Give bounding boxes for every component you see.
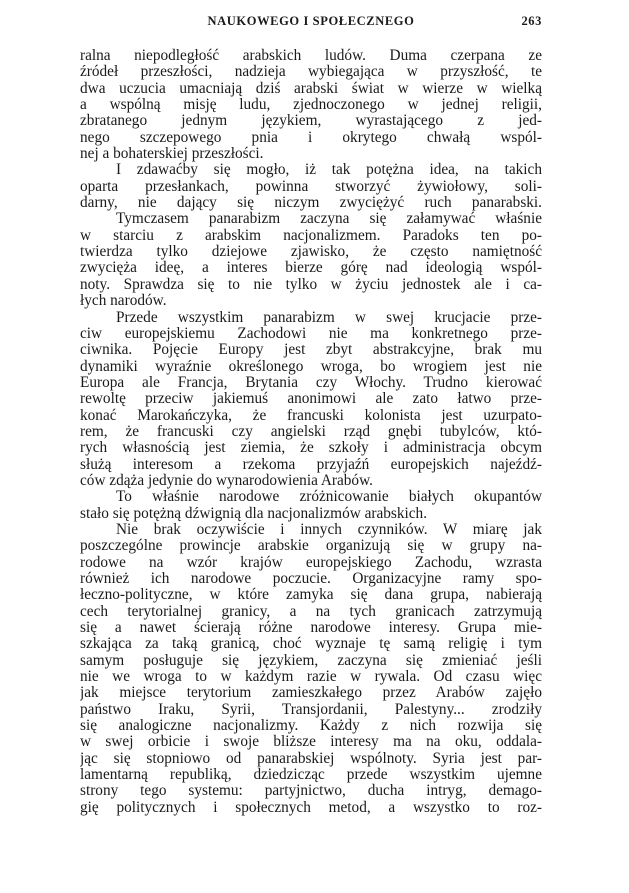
body-text <box>80 48 542 816</box>
text-line: się analogiczne nacjonalizmy. Każdy z nich rozwija się <box>80 718 542 735</box>
text-line: rych własnością jest ziemia, że szkoły i administracja obcym <box>80 440 542 457</box>
text-line: darny, nie dający się niczym zwyciężyć ruch panarabski. <box>80 195 542 212</box>
text-line: nego szczepowego pnia i okrytego chwałą wspól- <box>80 129 542 146</box>
text-line: Przede wszystkim panarabizm w swej krucjacie prze- <box>116 309 542 326</box>
text-line: ców zdąża jedynie do wynarodowienia Arabów. <box>80 472 373 489</box>
running-head-title: NAUKOWEGO I SPOŁECZNEGO <box>207 14 415 28</box>
text-line: łeczno-polityczne, w które zamyka się dana grupa, nabierają <box>80 587 542 604</box>
text-line: lamentarną republiką, dziedzicząc przede wszystkim ujemne <box>80 767 542 784</box>
text-line: rewoltę przeciw jakiemuś anonimowi ale zato łatwo prze- <box>80 391 542 408</box>
text-line: ciwnika. Pojęcie Europy jest zbyt abstrakcyjne, brak mu <box>80 342 542 359</box>
text-line: twierdza tylko dziejowe zjawisko, że często namiętność <box>80 244 542 261</box>
running-head <box>80 14 542 34</box>
text-line: gię politycznych i społecznych metod, a wszystko to roz- <box>80 799 542 816</box>
text-line: konać Marokańczyka, że francuski kolonista jest uzurpato- <box>80 407 542 424</box>
text-line: szkająca za taką granicą, choć wyznaje tę samą religię i tym <box>80 636 542 653</box>
text-line: cech terytorialnej granicy, a na tych granicach zatrzymują <box>80 603 542 620</box>
text-line: w swej orbicie i swoje bliższe interesy ma na oku, oddala- <box>80 734 542 751</box>
text-line: zwycięża ideę, a interes bierze górę nad ideologią wspól- <box>80 260 542 277</box>
text-line: ciw europejskiemu Zachodowi nie ma konkretnego prze- <box>80 325 542 342</box>
text-line: państwo Iraku, Syrii, Transjordanii, Palestyny... zrodziły <box>80 701 542 718</box>
text-line: I zdawaćby się mogło, iż tak potężna idea, na takich <box>116 162 542 179</box>
page-number: 263 <box>521 14 542 28</box>
text-line: jak miejsce terytorium zamieszkałego przez Arabów zajęło <box>80 685 542 702</box>
text-line: dynamiki wyraźnie określonego wroga, bo wrogiem jest nie <box>80 358 542 375</box>
text-line: stało się potężną dźwignią dla nacjonalizmów arabskich. <box>80 505 428 522</box>
text-line: Europa ale Francja, Brytania czy Włochy. Trudno kierować <box>80 374 542 391</box>
text-line: zbratanego jednym językiem, wyrastającego z jed- <box>80 113 542 130</box>
text-line: nie we wroga to w każdym razie w rywala. Od czasu więc <box>80 669 542 686</box>
text-line: a wspólną misję ludu, zjednoczonego w jednej religii, <box>80 97 542 114</box>
text-line: strony tego systemu: partyjnictwo, ducha intryg, demago- <box>80 783 542 800</box>
text-line: w starciu z arabskim nacjonalizmem. Paradoks ten po- <box>80 227 542 244</box>
text-line: się a nawet ścierają różne narodowe interesy. Grupa mie- <box>80 620 542 637</box>
text-line: Tymczasem panarabizm zaczyna się załamywać właśnie <box>116 211 542 228</box>
text-line: również ich narodowe poczucie. Organizacyjne ramy spo- <box>80 571 542 587</box>
text-line: rem, że francuski czy angielski rząd gnębi tubylców, któ- <box>80 423 542 440</box>
text-line: dwa uczucia umacniają dziś arabski świat w wierze w wielką <box>80 80 542 97</box>
text-line: poszczególne prowincje arabskie organizują się w grupy na- <box>80 538 542 555</box>
text-line: łych narodów. <box>80 293 167 310</box>
text-line: oparta przesłankach, powinna stworzyć żywiołowy, soli- <box>80 178 542 195</box>
text-line: rodowe na wzór krajów europejskiego Zachodu, wzrasta <box>80 554 542 571</box>
text-line: służą interesom a rzekoma przyjaźń europejskich najeźdź- <box>80 456 542 473</box>
text-line: samym posługuje się językiem, zaczyna się zmieniać jeśli <box>80 652 542 669</box>
text-line: Nie brak oczywiście i innych czynników. W miarę jak <box>116 521 542 538</box>
text-line: noty. Sprawdza się to nie tylko w życiu jednostek ale i ca- <box>80 276 542 293</box>
text-line: To właśnie narodowe zróżnicowanie białych okupantów <box>116 489 542 506</box>
text-line: ralna niepodległość arabskich ludów. Duma czerpana ze <box>80 48 542 64</box>
text-line: nej a bohaterskiej przeszłości. <box>80 146 264 163</box>
text-line: źródeł przeszłości, nadzieja wybiegająca w przyszłość, te <box>80 64 542 81</box>
text-line: jąc się stopniowo od panarabskiej wspólnoty. Syria jest par- <box>80 750 542 767</box>
